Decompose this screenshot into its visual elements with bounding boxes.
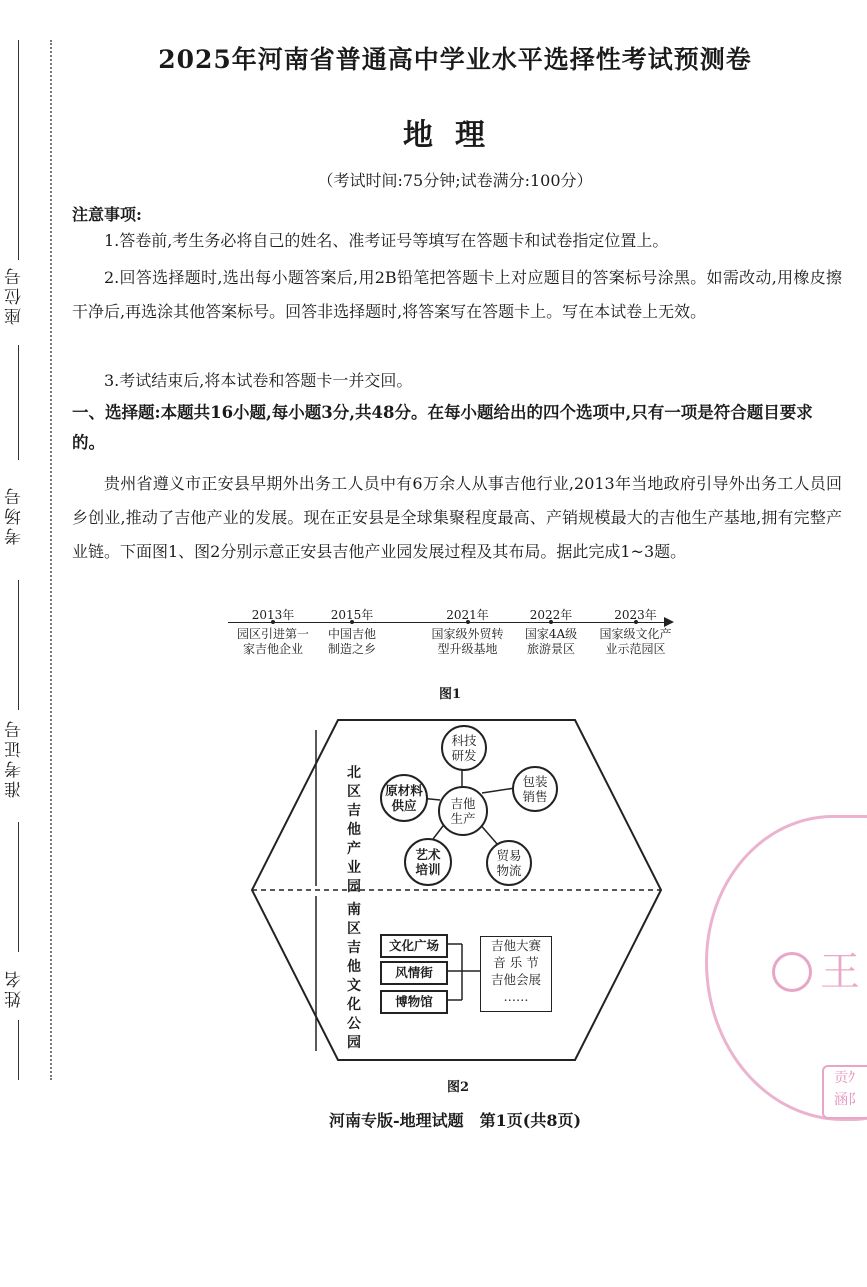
node-line2: 供应 xyxy=(391,798,417,813)
notes-item-2: 2.回答选择题时,选出每小题答案后,用2B铅笔把答题卡上对应题目的答案标号涂黑。如需改动,用橡皮擦干净后,再选涂其他答案标号。回答非选择题时,将答案写在答题卡上。写在本试卷上无效。 xyxy=(72,268,842,321)
node-line2: 销售 xyxy=(522,789,548,804)
rnd-node xyxy=(441,725,487,771)
node-line1: 贸易 xyxy=(496,848,522,863)
culture-square-box: 文化广场 xyxy=(380,934,448,958)
notes-item-1: 1.答卷前,考生务必将自己的姓名、准考证号等填写在答题卡和试卷指定位置上。 xyxy=(104,231,669,250)
timeline-desc-line1: 园区引进第一 xyxy=(236,627,309,641)
binding-line xyxy=(18,40,19,100)
timeline-desc-line1: 国家4A级 xyxy=(524,627,578,641)
exam-info: （考试时间:75分钟;试卷满分:100分） xyxy=(317,171,593,190)
timeline-event xyxy=(317,608,387,657)
timeline-desc-line1: 国家级文化产 xyxy=(599,627,672,641)
timeline-desc-line1: 国家级外贸转 xyxy=(431,627,504,641)
timeline-desc-line2: 旅游景区 xyxy=(526,642,575,656)
events-box xyxy=(480,936,552,1012)
page-footer: 河南专版-地理试题 第1页(共8页) xyxy=(328,1111,582,1130)
node-line1: 吉他 xyxy=(450,796,476,811)
node-line1: 原材料 xyxy=(385,783,423,798)
stamp-text-box xyxy=(822,1065,867,1119)
production-center-node xyxy=(438,786,488,836)
north-zone-label: 北区吉他产业园 xyxy=(347,765,361,895)
seat-number-label: 座位号 xyxy=(5,265,25,325)
seat-number-blank xyxy=(18,100,19,260)
exam-room-blank xyxy=(18,580,19,710)
event-item: …… xyxy=(503,989,529,1004)
stamp-line2: 涵阝 xyxy=(834,1092,862,1108)
packaging-sales-node xyxy=(512,766,558,812)
notes-item-3: 3.考试结束后,将本试卷和答题卡一并交回。 xyxy=(104,371,413,390)
timeline-event xyxy=(420,608,515,657)
timeline-desc-line2: 家吉他企业 xyxy=(242,642,303,656)
arts-training-node xyxy=(404,838,452,886)
exam-room-label: 考场号 xyxy=(5,485,25,545)
timeline-desc-line1: 中国吉他 xyxy=(327,627,376,641)
timeline-desc-line2: 型升级基地 xyxy=(437,642,498,656)
name-label: 姓名 xyxy=(5,968,25,1008)
trade-logistics-node xyxy=(486,840,532,886)
timeline-year: 2023年 xyxy=(614,608,657,622)
admission-number-label: 准考证号 xyxy=(5,718,25,798)
exam-title: 2025年河南省普通高中学业水平选择性考试预测卷 xyxy=(158,45,752,74)
event-item: 吉他会展 xyxy=(490,972,541,987)
stamp-line1: 贡ｸ xyxy=(834,1070,855,1086)
node-line2: 培训 xyxy=(415,862,441,877)
node-line2: 物流 xyxy=(496,863,522,878)
binding-dotted-line xyxy=(50,40,52,1080)
figure-1-caption: 图1 xyxy=(438,687,462,702)
raw-material-node xyxy=(380,774,428,822)
timeline-year: 2021年 xyxy=(446,608,489,622)
notes-title: 注意事项: xyxy=(72,205,142,224)
figure-2-diagram xyxy=(250,718,665,1063)
section-heading: 一、选择题:本题共16小题,每小题3分,共48分。在每小题给出的四个选项中,只有一项是符合题目要求的。 xyxy=(72,403,813,452)
timeline-year: 2022年 xyxy=(529,608,573,622)
folk-street-box: 风情街 xyxy=(380,961,448,985)
timeline-event xyxy=(228,608,318,657)
node-line2: 生产 xyxy=(450,811,476,826)
stamp-logo-icon xyxy=(772,952,812,992)
museum-box: 博物馆 xyxy=(380,990,448,1014)
figure-2-caption: 图2 xyxy=(446,1080,470,1095)
timeline-desc-line2: 业示范园区 xyxy=(605,642,666,656)
stamp-glyph: 王 xyxy=(820,949,860,995)
admission-number-blank xyxy=(18,822,19,952)
node-line1: 艺术 xyxy=(415,847,441,862)
timeline-event xyxy=(588,608,683,657)
event-item: 吉他大赛 xyxy=(490,938,541,953)
subject-title: 地理 xyxy=(403,118,507,153)
node-line1: 包装 xyxy=(522,774,548,789)
passage: 贵州省遵义市正安县早期外出务工人员中有6万余人从事吉他行业,2013年当地政府引导外出务工人员回乡创业,推动了吉他产业的发展。现在正安县是全球集聚程度最高、产销规模最大的吉他生产基地,拥有完整产业链。下面图1、图2分别示意正安县吉他产业园发展过程及其布局。据此完成1~3题。 xyxy=(72,474,842,561)
timeline-event xyxy=(518,608,584,657)
figure-1-timeline xyxy=(220,608,680,668)
binding-line xyxy=(18,345,19,460)
event-item: 音 乐 节 xyxy=(493,955,539,970)
south-zone-label: 南区吉他文化公园 xyxy=(347,902,361,1051)
node-line1: 科技 xyxy=(451,733,477,748)
timeline-year: 2015年 xyxy=(330,608,374,622)
node-line2: 研发 xyxy=(451,748,477,763)
timeline-year: 2013年 xyxy=(251,608,295,622)
name-blank xyxy=(18,1020,19,1080)
timeline-desc-line2: 制造之乡 xyxy=(327,642,376,656)
